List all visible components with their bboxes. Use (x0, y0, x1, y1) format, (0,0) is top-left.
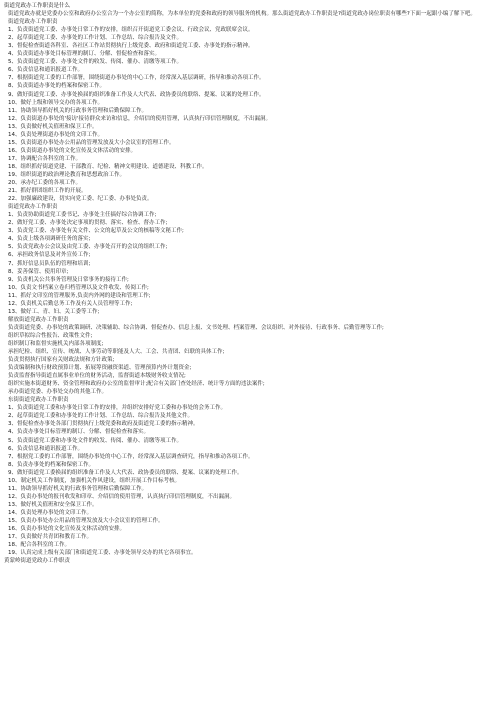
text-line: 解放街道党政办工作职责 (8, 316, 69, 323)
text-line: 18、组织抓好街道党建、干部教育、纪检、精神文明建设、道德建设、科教工作。 (8, 163, 208, 170)
text-line: 13、负责做好机关值班和保卫工作。 (8, 123, 98, 130)
text-line: 15、负责办事处办公用品的管理发放及大小会议室的管理工作。 (8, 518, 164, 524)
text-line: 15、负责街道办事处办公用品的管理发放及大小会议室的管理工作。 (8, 139, 175, 146)
text-line: 负责监督指导街道直属事业单位的财务活动，监督街道本级财务收支情况; (8, 373, 186, 380)
text-line: 街道党政办就是党委办公室和政府办公室合为一个办公室的简称，为本单位的党委和政府的领导服务的机构。那么街道党政办工作职责是?街道党政办岗位职责有哪些?下面一起跟小编了解下吧。 (8, 11, 476, 18)
text-line: 9、做好街道党工委换届的组织准备工作及人大代表、政协委员的联络、提案、议案的处理工作。 (8, 469, 243, 476)
document-title: 街道党政办工作职责是什么 (4, 3, 71, 9)
text-line: 东街街道党政办工作职责 (8, 397, 69, 404)
text-line: 负责贯彻执行国家有关财政法规和方针政策; (8, 357, 115, 364)
text-line: 4、负责办事处目标管理的制订、分解、督促检查和落实。 (8, 429, 150, 436)
text-line: 14、负责处理办事处的文印工作。 (8, 509, 92, 516)
text-line: 7、根据党工委的工作部署，围绕办事处的中心工作，经常深入基层调查研究，指导和推动各项工作。 (8, 453, 254, 460)
text-line: 8、负责街道办事处的档案和保密工作。 (8, 83, 106, 90)
text-line: 承担纪检、组织、宣传、统战、人事劳动等职能及人大、工会、共青团、妇联的具体工作; (8, 349, 225, 356)
text-line: 黄蒙岭街道党政办工作职责 (4, 558, 71, 565)
text-line: 1、负责街道党工委、办事处日常工作的安排，组织召开街道党工委会议、行政会议、党政联席会议。 (8, 27, 254, 34)
text-line: 22、加强廉政建设，切实向党工委、纪工委、办事处负责。 (8, 196, 153, 203)
text-line: 2、做好党工委、办事处决定事项的贯彻、落实、检查、督办工作; (8, 220, 168, 227)
text-line: 16、负责街道办事处的文化宣传及文体活动的安排。 (8, 147, 137, 154)
text-line: 14、负责处理街道办事处的文印工作。 (8, 131, 103, 138)
text-line: 20、承办纪工委的各项工作。 (8, 180, 81, 187)
text-line: 6、负责信息和通讯报道工作。 (8, 445, 84, 452)
text-line: 10、负责文书档案立卷归档管理以及文件收发、传阅工作; (8, 284, 149, 291)
text-line: 9、负责机关公共事务管理及日常事务的接待工作; (8, 276, 129, 283)
text-line: 17、协调配合各科室的工作。 (8, 155, 81, 162)
text-line: 承办街道党委、办事处交办的其他工作。 (8, 389, 108, 396)
text-line: 12、负责办事处的报刊收发和印章、介绍信的使用管理，认真执行印信管理制度，不出漏洞。 (8, 493, 236, 500)
text-line: 10、做好上级和领导交办的各项工作。 (8, 99, 103, 106)
text-line: 18、配合各科室的工作。 (8, 542, 70, 549)
text-line: 1、负责街道党工委和办事处日常工作的安排，并组织安排好党工委和办事处的会务工作。 (8, 405, 227, 412)
text-line: 4、负责街道办事处目标管理的制订、分解、督促检查和落实。 (8, 51, 161, 58)
text-line: 组织制订和监督实施机关内部各项制度; (8, 340, 104, 347)
text-line: 负责街道党委、办事处的政策调研、决策辅助、综合协调、督促查办、信息上报、文书处理、档案管理、会议组织、对外接待、行政事务、后勤管理等工作; (8, 324, 384, 331)
text-line: 4、负责上级各项调研任务的落实; (8, 236, 91, 243)
text-line: 11、协助领导抓好机关的行政事务管理和后勤保障工作。 (8, 107, 148, 114)
text-line: 8、妥善保管、使用印章; (8, 268, 69, 275)
text-line: 8、负责办事处的档案和保密工作。 (8, 461, 95, 468)
text-line: 16、负责办事处的文化宣传及文体活动的安排。 (8, 526, 126, 533)
text-line: 13、做好工、青、妇、关工委等工作; (8, 308, 100, 315)
text-line: 11、抓好文印室的管理服务,负责内外网的建设和管理工作; (8, 292, 151, 299)
text-line: 2、起草街道党工委、办事处的工作计划、工作总结、综合报告及文件。 (8, 35, 183, 42)
text-line: 3、负责党工委、办事处有关文件、公文的起草及公文的核稿等文秘工作; (8, 228, 184, 235)
text-line: 5、负责党政办公会议及由党工委、办事处召开的会议的组织工作; (8, 244, 168, 251)
text-line: 1、负责协助街道党工委书记、办事处主任搞好综合协调工作; (8, 212, 157, 219)
text-line: 街道党政办工作职责 (8, 19, 58, 26)
text-line: 6、承担政务信息及对外宣传工作; (8, 252, 91, 259)
text-line: 12、负责街道办事处的'接访'接待群众来访和信息，介绍信的使用管理，认真执行印信管理制度，不出漏洞。 (8, 115, 272, 122)
text-line: 2、起草街道党工委和办事处的工作计划、工作总结、综合报告及其他文件。 (8, 413, 194, 420)
text-line: 7、抓好信息员队伍的管理和培训; (8, 260, 91, 267)
text-line: 13、做好机关值班和安全保卫工作。 (8, 501, 98, 508)
text-line: 17、负责做好共青团和教育工作。 (8, 534, 92, 541)
text-line: 3、督促检查街道各科室、各社区工作站贯彻执行上级党委、政府和街道党工委、办事处的指示精神。 (8, 43, 254, 50)
text-line: 组织实施本街道财务、资金管理和政府办公室的监督审计;配合有关部门查处经济、统计等方面的违法案件; (8, 381, 265, 388)
text-line: 19、认真完成上级有关部门和街道党工委、办事处领导交办的其它各项事宜。 (8, 550, 197, 557)
text-line: 10、制定机关工作制度，加强机关作风建设，组织开展工作目标考核。 (8, 477, 181, 484)
text-line: 街道党政办工作职责 (8, 204, 58, 211)
text-line: 19、组织街道的政治理论教育和思想政治工作。 (8, 171, 126, 178)
text-line: 3、督促检查办事处各部门贯彻执行上级党委和政府及街道党工委的指示精神。 (8, 421, 199, 428)
text-line: 11、协助领导抓好机关的行政事务管理和后勤保障工作。 (8, 485, 148, 492)
text-line: 12、负责机关后勤总务工作及有关人员管理等工作; (8, 300, 133, 307)
text-line: 6、负责信息和通讯报道工作。 (8, 67, 84, 74)
text-line: 5、负责街道党工委、办事处文件的收发、传阅、催办、清缴等项工作。 (8, 59, 183, 66)
text-line: 负责编制和执行财政预算计划、拓展筹资融资渠道、管理预算内外计划资金; (8, 365, 192, 372)
text-line: 9、做好街道党工委、办事处换届的组织准备工作及人大代表、政协委员的联络、提案、议案的处理工作。 (8, 91, 265, 98)
text-line: 7、根据街道党工委的工作部署，围绕街道办事处的中心工作，经常深入基层调研，指导和推动各项工作。 (8, 75, 265, 82)
text-line: 组织草拟综合性报告、政策性文件; (8, 332, 93, 339)
text-line: 5、负责街道党工委和办事处文件的收发、传阅、催办、清缴等项工作。 (8, 437, 183, 444)
text-line: 21、抓好群团组织工作的开展。 (8, 188, 87, 195)
